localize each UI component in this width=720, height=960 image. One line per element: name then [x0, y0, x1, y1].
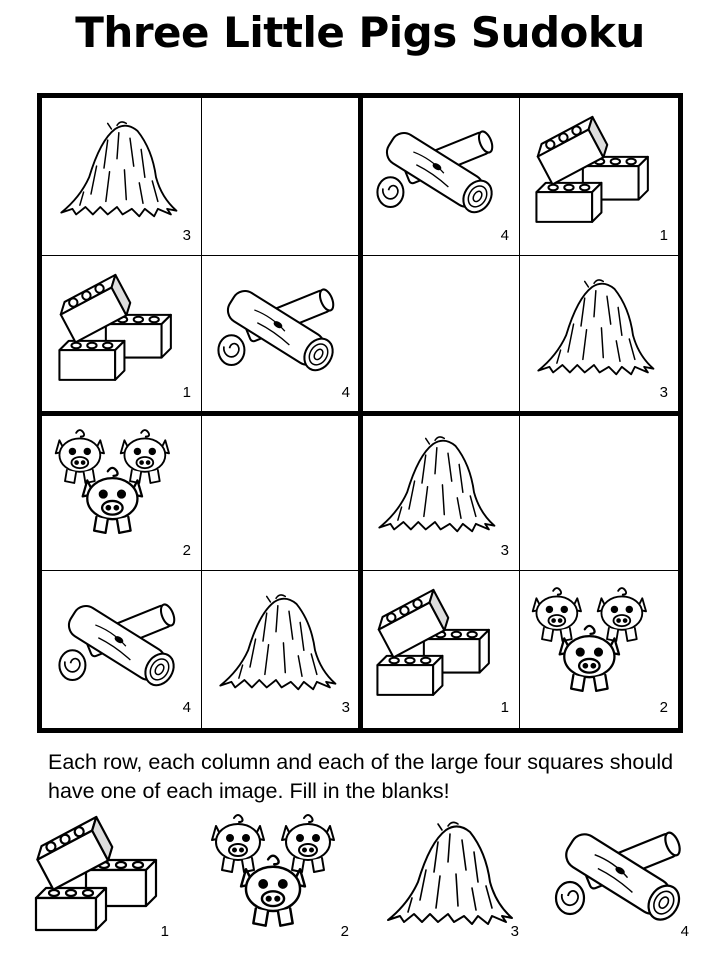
key-item [378, 810, 523, 950]
cell-number: 1 [659, 226, 668, 244]
haystack-icon [378, 810, 518, 934]
bricks-icon [370, 585, 500, 697]
key-number: 2 [340, 923, 349, 940]
three-pigs-icon [208, 810, 348, 934]
sudoku-cell [360, 571, 519, 729]
three-pigs-icon [52, 427, 182, 539]
key-number: 1 [160, 923, 169, 940]
cell-number: 4 [182, 699, 191, 716]
bricks-icon [529, 112, 659, 224]
key-item [548, 810, 693, 950]
sudoku-cell [519, 98, 678, 256]
key-item [28, 810, 173, 950]
cell-number: 3 [341, 699, 350, 716]
sudoku-cell [201, 571, 360, 729]
sudoku-cell [42, 413, 201, 571]
cell-number: 3 [500, 541, 509, 559]
log-icon [211, 270, 341, 382]
sudoku-cell [519, 571, 678, 729]
haystack-icon [52, 112, 182, 224]
bricks-icon [52, 270, 182, 382]
sudoku-cell-blank[interactable] [201, 98, 360, 256]
key-number: 3 [510, 923, 519, 940]
log-icon [370, 112, 500, 224]
cell-number: 4 [341, 384, 350, 401]
sudoku-cell [42, 98, 201, 256]
key-item [208, 810, 353, 950]
cell-number: 2 [182, 541, 191, 559]
cell-number: 1 [182, 384, 191, 401]
haystack-icon [370, 427, 500, 539]
sudoku-cell [519, 256, 678, 414]
haystack-icon [529, 270, 659, 382]
haystack-icon [211, 585, 341, 697]
instructions-text: Each row, each column and each of the large four squares should have one of each image. Fill in the blanks! [48, 750, 674, 803]
cell-number: 4 [500, 226, 509, 244]
sudoku-cell [42, 571, 201, 729]
page-title: Three Little Pigs Sudoku [75, 8, 645, 57]
sudoku-cell [201, 256, 360, 414]
three-pigs-icon [529, 585, 659, 697]
sudoku-cell-blank[interactable] [201, 413, 360, 571]
cell-number: 3 [659, 384, 668, 401]
sudoku-cell [360, 98, 519, 256]
bricks-icon [28, 810, 168, 934]
sudoku-cell [360, 413, 519, 571]
sudoku-cell-blank[interactable] [519, 413, 678, 571]
sudoku-cell-blank[interactable] [360, 256, 519, 414]
sudoku-cell [42, 256, 201, 414]
log-icon [52, 585, 182, 697]
cell-number: 1 [500, 699, 509, 716]
cell-number: 2 [659, 699, 668, 716]
sudoku-grid [37, 93, 683, 733]
key-number: 4 [680, 923, 689, 940]
cell-number: 3 [182, 226, 191, 244]
log-icon [548, 810, 688, 934]
